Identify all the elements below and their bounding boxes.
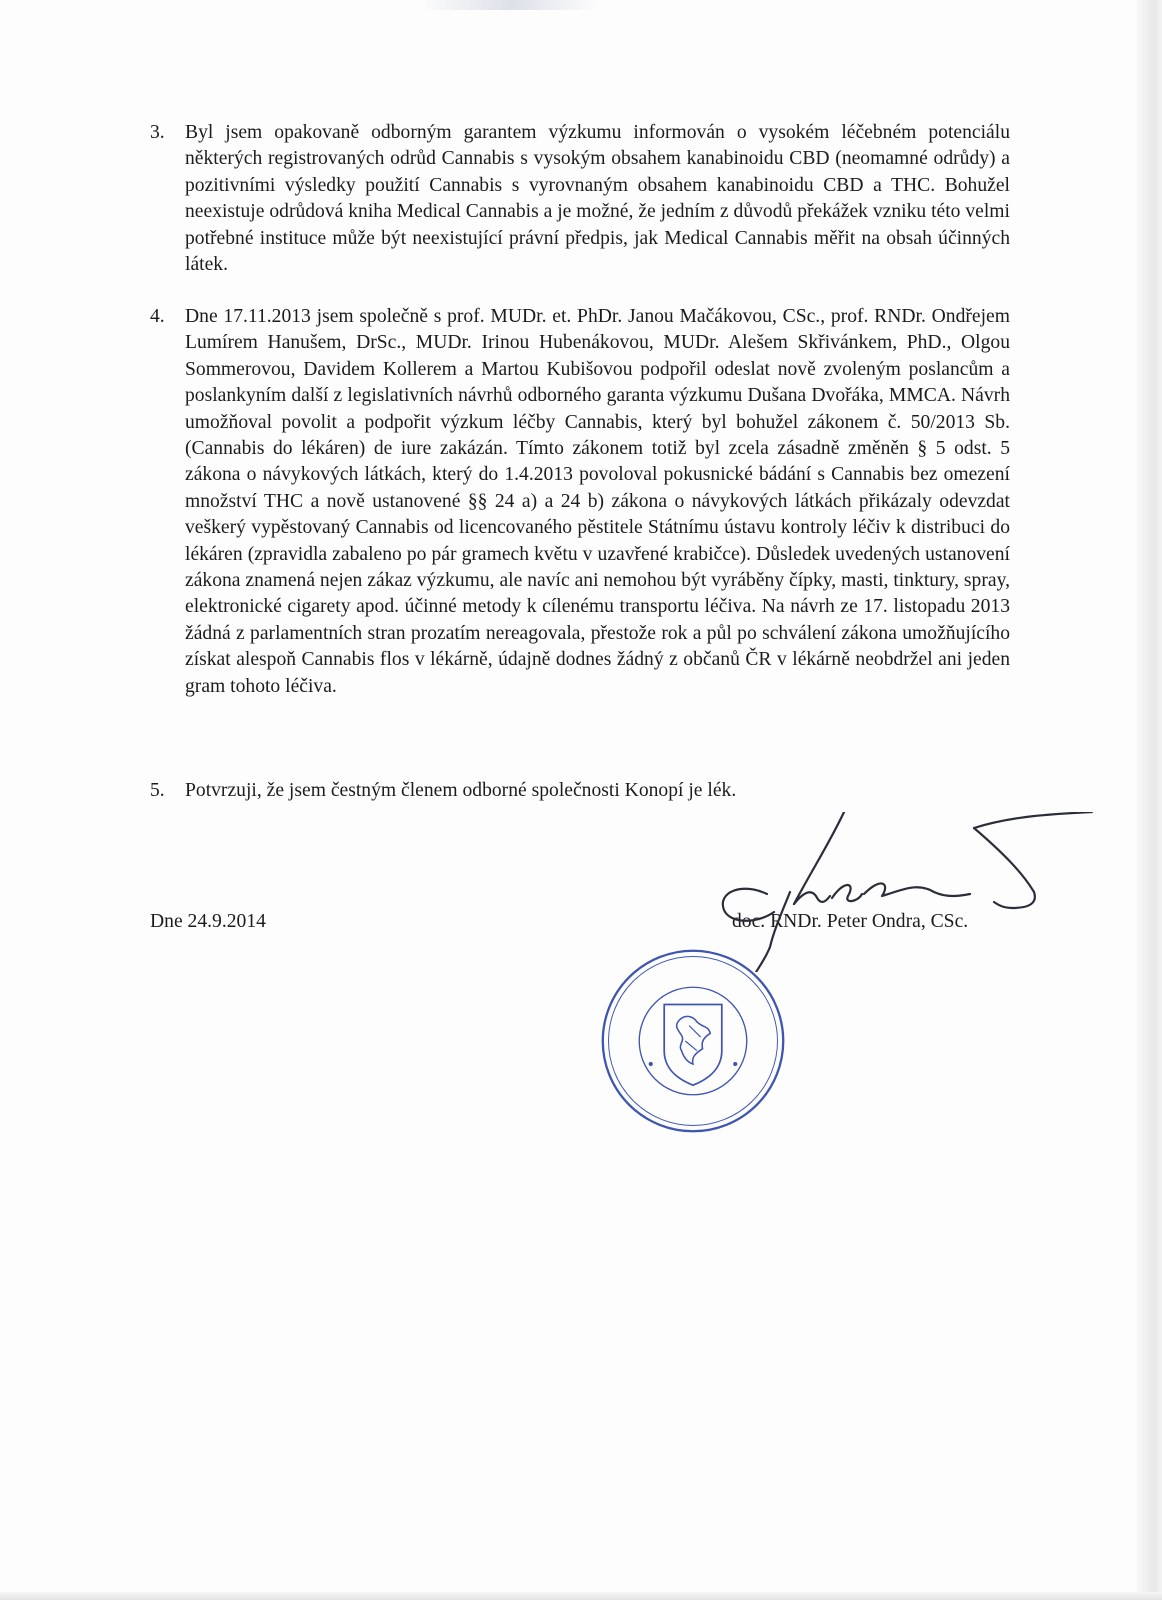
paragraph-number: 3. [150, 122, 165, 143]
paragraph-text: Dne 17.11.2013 jsem společně s prof. MUDr. et. PhDr. Janou Mačákovou, CSc., prof. RNDr. Ondřejem Lumírem Hanušem, DrSc., MUDr. Irinou Hubenákovou, MUDr. Alešem Skřivánkem, PhD., Olgou Sommerovou, Davidem Kollerem a Martou Kubišovou podpořil odeslat nově zvoleným poslancům a poslankyním další z legislativních návrhů odborného garanta výzkumu Dušana Dvořáka, MMCA. Návrh umožňoval povolit a podpořit výzkum léčby Cannabis, který byl bohužel zákonem č. 50/2013 Sb. (Cannabis do lékáren) de iure zakázán. Tímto zákonem totiž byl zcela zásadně změněn § 5 odst. 5 zákona o návykových látkách, který do 1.4.2013 povoloval pokusnické bádání s Cannabis bez omezení množství THC a nově ustanovené §§ 24 a) a 24 b) zákona o návykových látkách přikázaly odevzdat veškerý vypěstovaný Cannabis od licencovaného pěstitele Státnímu ústavu kontroly léčiv k distribuci do lékáren (zpravidla zabaleno po pár gramech květu v uzavřené krabičce). Důsledek uvedených ustanovení zákona znamená nejen zákaz výzkumu, ale navíc ani nemohou být vyráběny čípky, masti, tinktury, spray, elektronické cigarety apod. účinné metody k cílenému transportu léčiva. Na návrh ze 17. listopadu 2013 žádná z parlamentních stran prozatím nereagovala, přestože rok a půl po schválení zákona umožňujícího získat alespoň Cannabis flos v lékárně, údajně dodnes žádný z občanů ČR v lékárně neobdržel ani jeden gram tohoto léčiva. [185, 306, 1010, 697]
paragraph-number: 5. [150, 780, 165, 801]
official-round-stamp [597, 945, 789, 1137]
document-date: Dne 24.9.2014 [150, 911, 266, 932]
scan-artifact-top [420, 0, 600, 10]
paragraph-number: 4. [150, 306, 165, 327]
numbered-paragraph-4 [150, 304, 1010, 700]
scan-edge-bottom [0, 1592, 1162, 1600]
numbered-paragraph-3 [150, 120, 1010, 278]
numbered-paragraph-5 [150, 778, 1010, 804]
scan-edge-right [1136, 0, 1162, 1600]
signer-name: doc. RNDr. Peter Ondra, CSc. [732, 911, 969, 932]
paragraph-text: Potvrzuji, že jsem čestným členem odborné společnosti Konopí je lék. [185, 780, 737, 801]
paragraph-text: Byl jsem opakovaně odborným garantem výzkumu informován o vysokém léčebném potenciálu některých registrovaných odrůd Cannabis s vysokým obsahem kanabinoidu CBD (neomamné odrůdy) a pozitivními výsledky použití Cannabis s vyrovnaným obsahem kanabinoidu CBD a THC. Bohužel neexistuje odrůdová kniha Medical Cannabis a je možné, že jedním z důvodů překážek vzniku této velmi potřebné instituce může být neexistující právní předpis, jak Medical Cannabis měřit na obsah účinných látek. [185, 122, 1010, 276]
